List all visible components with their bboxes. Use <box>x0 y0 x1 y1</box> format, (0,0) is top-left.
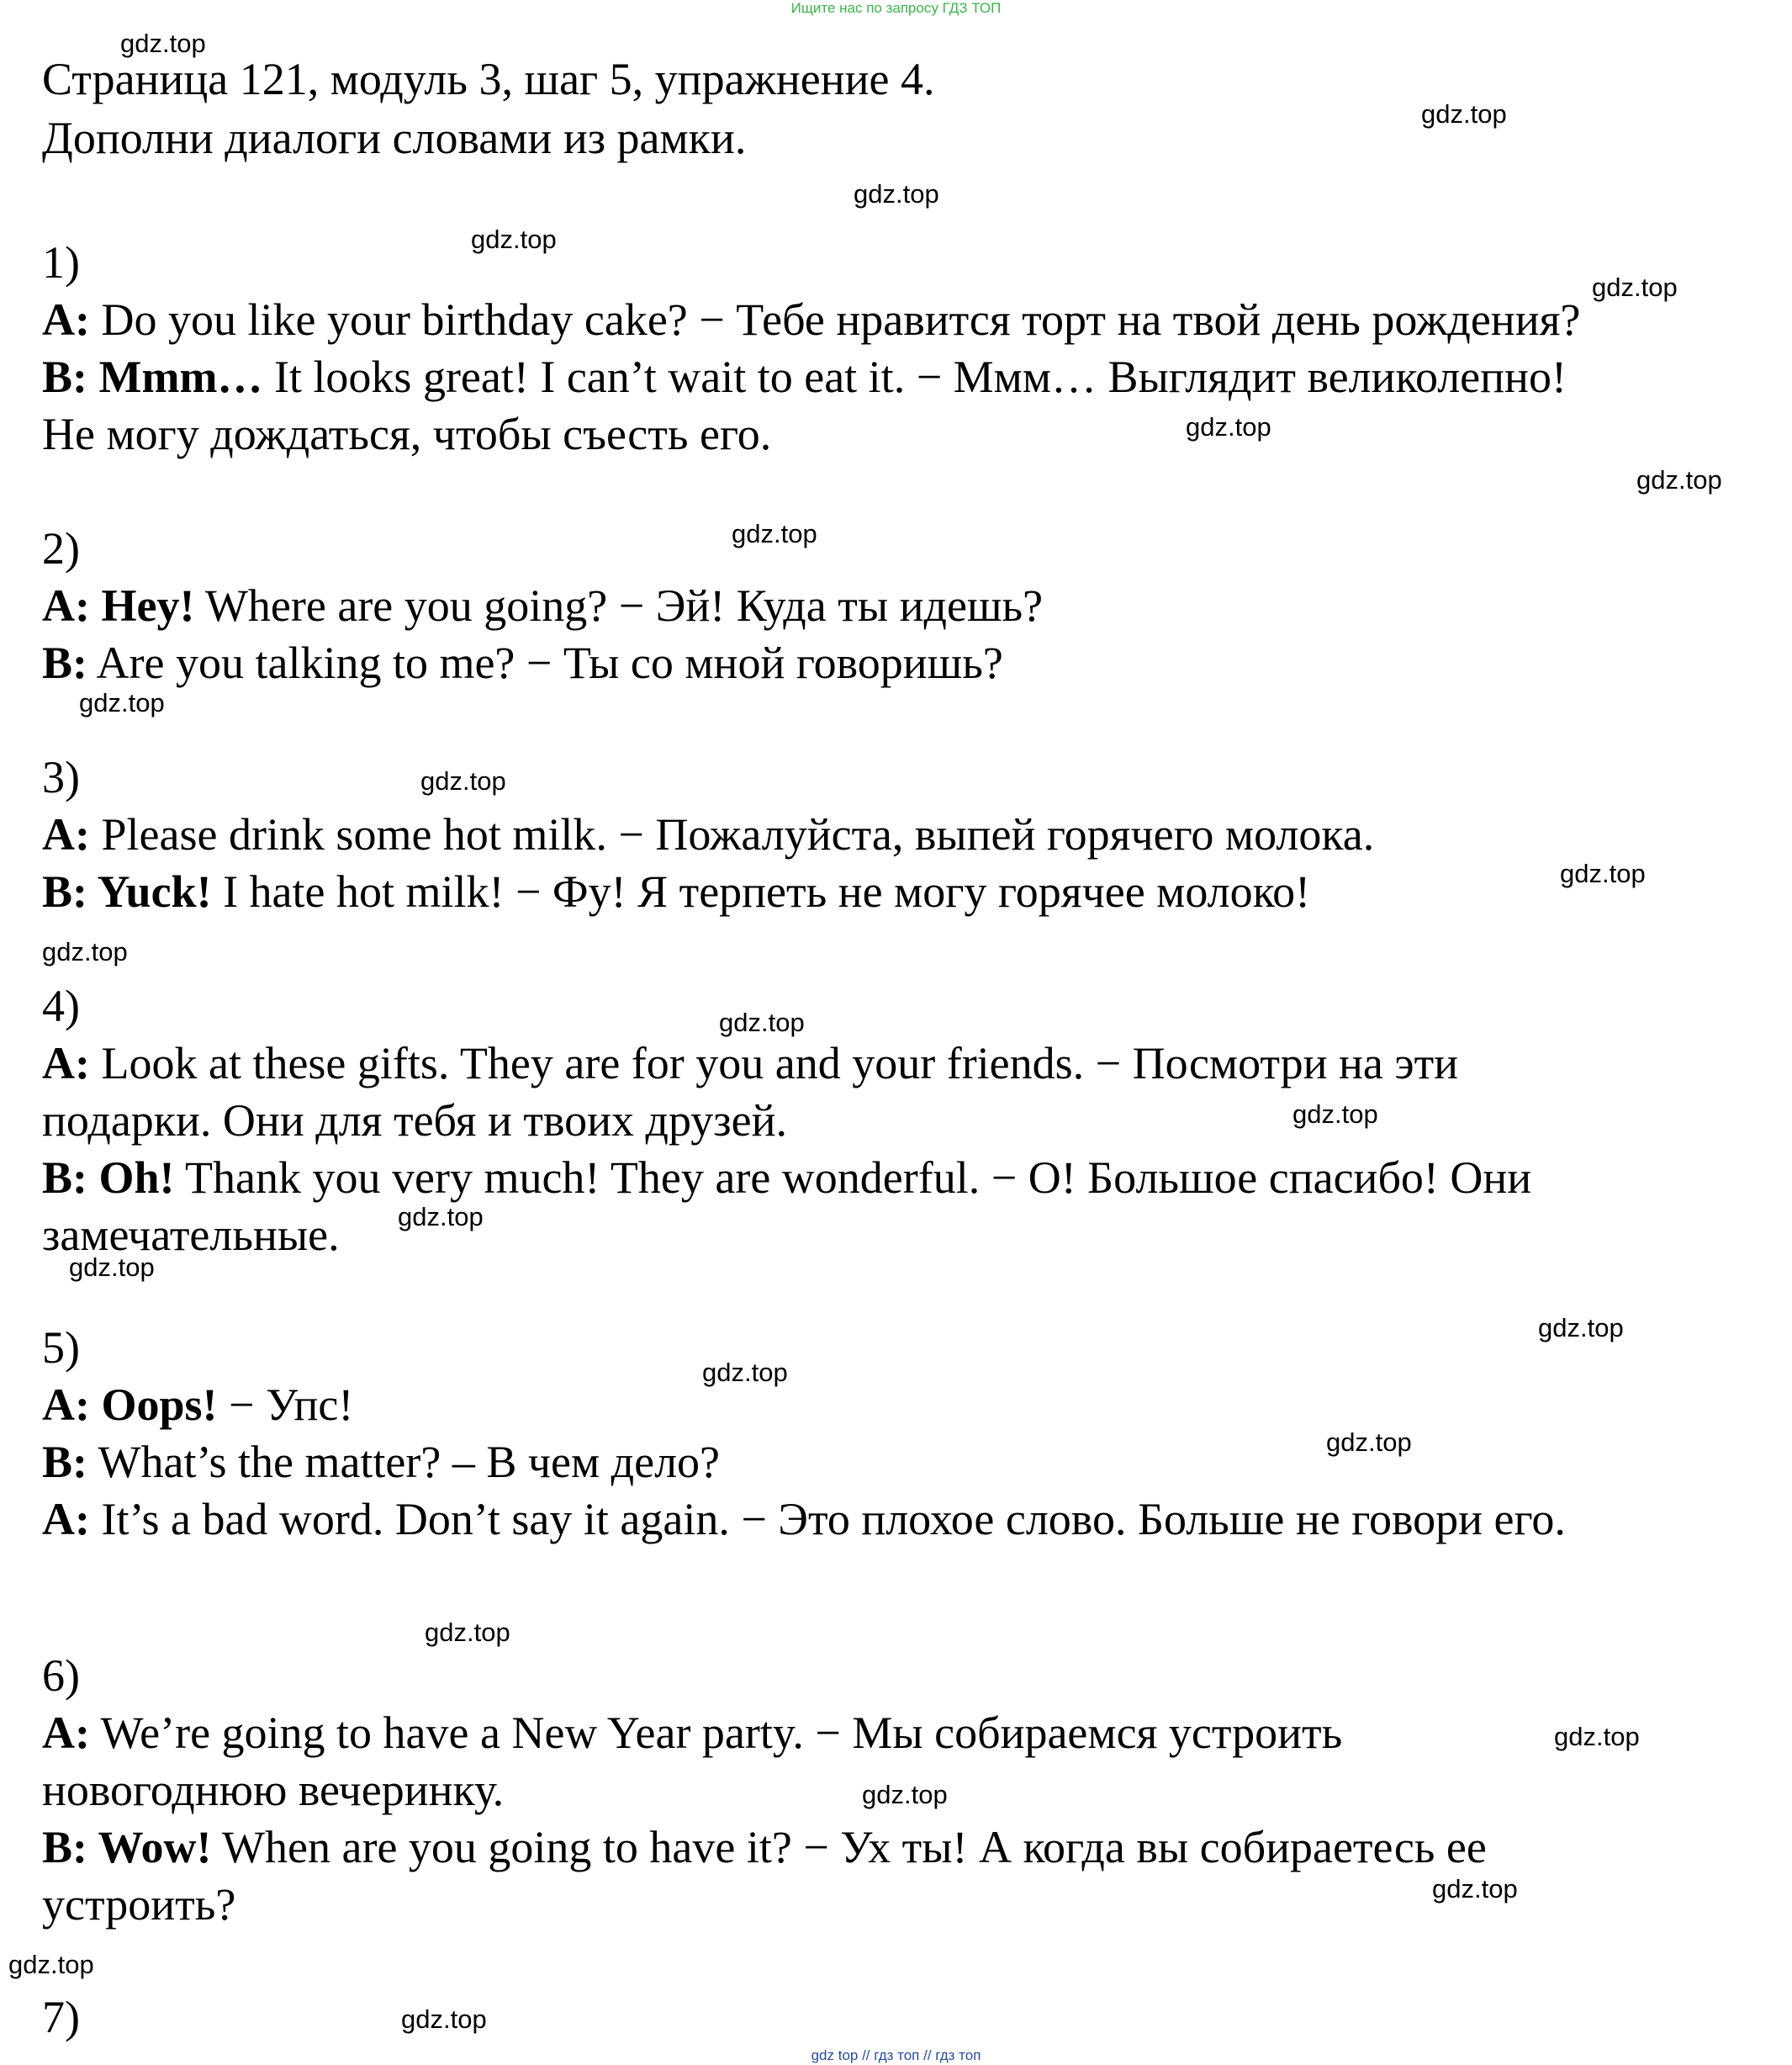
exercise-4-line-3: B: Oh! Thank you very much! They are wonderful. − О! Большое спасибо! Они <box>42 1152 1532 1203</box>
page-title: Страница 121, модуль 3, шаг 5, упражнение 4. <box>42 54 935 104</box>
footer-links: gdz top // гдз топ // гдз топ <box>811 2047 981 2063</box>
watermark: gdz.top <box>471 225 557 254</box>
watermark: gdz.top <box>702 1358 788 1387</box>
watermark: gdz.top <box>862 1780 948 1809</box>
watermark: gdz.top <box>1560 859 1646 888</box>
exercise-6-number: 6) <box>42 1650 80 1701</box>
exercise-4-number: 4) <box>42 981 80 1031</box>
exercise-5-line-2: B: What’s the matter? – В чем дело? <box>42 1437 721 1487</box>
exercise-1-line-1: A: Do you like your birthday cake? − Тебе нравится торт на твой день рождения? <box>42 294 1581 345</box>
watermark: gdz.top <box>120 29 206 58</box>
exercise-2-number: 2) <box>42 523 80 574</box>
exercise-6-line-1: A: We’re going to have a New Year party. − Мы собираемся устроить <box>42 1708 1343 1758</box>
exercise-6-line-2: новогоднюю вечеринку. <box>42 1765 505 1815</box>
watermark: gdz.top <box>732 519 817 548</box>
watermark: gdz.top <box>1432 1874 1518 1904</box>
exercise-1-line-3: Не могу дождаться, чтобы съесть его. <box>42 409 772 459</box>
watermark: gdz.top <box>1636 465 1722 495</box>
watermark: gdz.top <box>854 179 939 209</box>
watermark: gdz.top <box>398 1202 484 1231</box>
exercise-5-line-3: A: It’s a bad word. Don’t say it again. − Это плохое слово. Больше не говори его. <box>42 1494 1566 1544</box>
exercise-6-line-4: устроить? <box>42 1879 236 1930</box>
exercise-3-line-1: A: Please drink some hot milk. − Пожалуйста, выпей горячего молока. <box>42 809 1375 860</box>
watermark: gdz.top <box>1592 273 1678 302</box>
exercise-4-line-4: замечательные. <box>42 1210 340 1260</box>
exercise-7-number: 7) <box>42 1992 80 2042</box>
watermark: gdz.top <box>79 688 165 717</box>
watermark: gdz.top <box>69 1252 155 1282</box>
watermark: gdz.top <box>1554 1722 1640 1751</box>
watermark: gdz.top <box>8 1950 94 1979</box>
exercise-2-line-2: B: Are you talking to me? − Ты со мной говоришь? <box>42 638 1003 688</box>
watermark: gdz.top <box>42 937 128 966</box>
exercise-1-line-2: B: Mmm… It looks great! I can’t wait to eat it. − Ммм… Выглядит великолепно! <box>42 352 1567 402</box>
watermark: gdz.top <box>420 766 506 796</box>
watermark: gdz.top <box>1326 1427 1412 1457</box>
watermark: gdz.top <box>1538 1313 1624 1342</box>
exercise-2-line-1: A: Hey! Where are you going? − Эй! Куда ты идешь? <box>42 580 1044 631</box>
exercise-4-line-1: A: Look at these gifts. They are for you and your friends. − Посмотри на эти <box>42 1038 1459 1088</box>
instruction: Дополни диалоги словами из рамки. <box>42 113 747 163</box>
watermark: gdz.top <box>401 2004 487 2034</box>
watermark: gdz.top <box>719 1008 805 1037</box>
watermark: gdz.top <box>1186 412 1271 442</box>
top-banner: Ищите нас по запросу ГДЗ ТОП <box>790 0 1002 16</box>
exercise-5-number: 5) <box>42 1322 80 1373</box>
exercise-5-line-1: A: Oops! − Упс! <box>42 1379 354 1430</box>
watermark: gdz.top <box>1421 99 1507 129</box>
exercise-6-line-3: B: Wow! When are you going to have it? − Ух ты! А когда вы собираетесь ее <box>42 1822 1487 1872</box>
watermark: gdz.top <box>1292 1099 1378 1129</box>
watermark: gdz.top <box>425 1618 510 1647</box>
exercise-4-line-2: подарки. Они для тебя и твоих друзей. <box>42 1095 787 1146</box>
exercise-3-number: 3) <box>42 752 80 802</box>
exercise-3-line-2: B: Yuck! I hate hot milk! − Фу! Я терпеть не могу горячее молоко! <box>42 866 1311 917</box>
exercise-1-number: 1) <box>42 237 80 288</box>
